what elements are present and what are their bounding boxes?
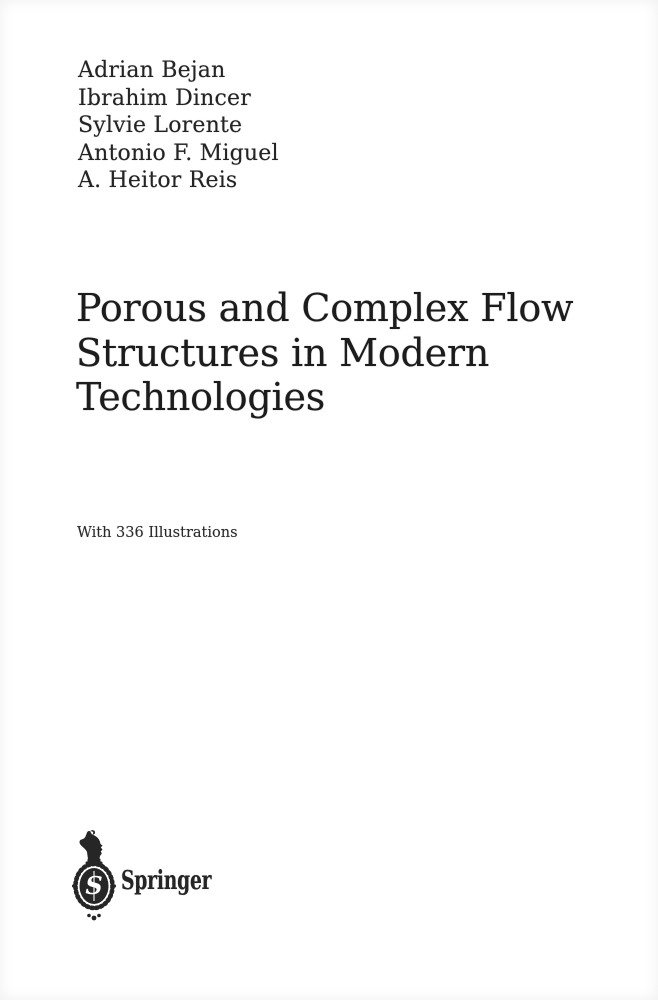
springer-monogram: S [85, 871, 103, 900]
book-title [76, 286, 573, 420]
springer-horse-medallion-icon [71, 829, 117, 923]
illustrations-note: With 336 Illustrations [77, 525, 238, 541]
author-name: Antonio F. Miguel [78, 140, 279, 166]
book-title-line: Technologies [76, 375, 326, 419]
book-title-line: Structures in Modern [76, 330, 490, 375]
author-name: Sylvie Lorente [78, 113, 243, 138]
author-name: Ibrahim Dincer [78, 85, 251, 111]
book-title-line: Porous and Complex Flow [76, 286, 574, 330]
author-block [78, 57, 279, 195]
author-name: A. Heitor Reis [78, 168, 238, 193]
author-name: Adrian Bejan [78, 58, 226, 83]
publisher-wordmark: Springer [121, 866, 212, 896]
publisher-imprint [71, 829, 291, 925]
